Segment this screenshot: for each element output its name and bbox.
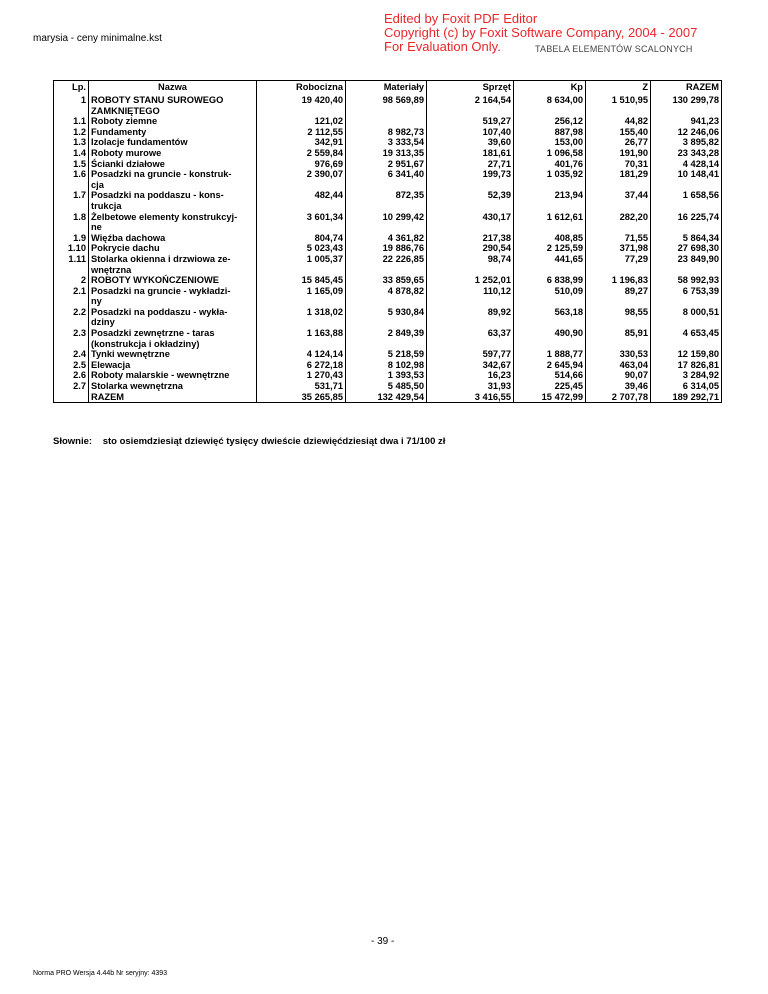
row-name: [89, 169, 257, 190]
row-lp: 1.5: [54, 159, 89, 170]
row-robocizna: 1 270,43: [257, 370, 346, 381]
document-title: TABELA ELEMENTÓW SCALONYCH: [535, 44, 693, 54]
row-name: [89, 286, 257, 307]
row-materialy: 8 982,73: [346, 127, 427, 138]
row-z: 77,29: [586, 254, 651, 275]
row-name-line: ROBOTY WYKOŃCZENIOWE: [91, 275, 219, 286]
col-header-sprzet: Sprzęt: [427, 81, 514, 96]
amount-in-words-text: sto osiemdziesiąt dziewięć tysięcy dwieście dziewięćdziesiąt dwa i 71/100 zł: [102, 436, 446, 447]
watermark-line-3: For Evaluation Only.: [384, 39, 501, 54]
row-name-line: Posadzki na poddaszu - wykła-: [91, 306, 228, 317]
row-z: 463,04: [586, 360, 651, 371]
row-robocizna: 19 420,40: [257, 95, 346, 116]
row-lp: 1.10: [54, 243, 89, 254]
row-name-line: Stolarka okienna i drzwiowa ze-: [91, 253, 231, 264]
row-name: [89, 190, 257, 211]
row-materialy: 5 930,84: [346, 307, 427, 328]
row-z: 282,20: [586, 212, 651, 233]
row-materialy: 6 341,40: [346, 169, 427, 190]
table-row: [54, 243, 722, 254]
row-z: 371,98: [586, 243, 651, 254]
row-lp: 2: [54, 275, 89, 286]
table-row: [54, 286, 722, 307]
row-name: [89, 392, 257, 403]
row-name-line: Fundamenty: [91, 126, 147, 137]
row-materialy: [346, 116, 427, 127]
row-razem: 6 753,39: [682, 285, 719, 296]
row-sprzet: 199,73: [427, 169, 514, 190]
row-kp: 510,09: [514, 286, 586, 307]
row-name: [89, 212, 257, 233]
row-lp: 1.9: [54, 233, 89, 244]
row-robocizna: 15 845,45: [257, 275, 346, 286]
row-razem: 1 658,56: [682, 190, 719, 201]
row-kp: 225,45: [514, 381, 586, 392]
table-row: [54, 190, 722, 211]
amount-in-words-label: Słownie:: [53, 436, 93, 447]
row-robocizna: 1 163,88: [257, 328, 346, 349]
row-name-line: Izolacje fundamentów: [91, 137, 188, 148]
table-row: [54, 95, 722, 116]
row-z: 155,40: [586, 127, 651, 138]
table-row: [54, 148, 722, 159]
row-materialy: 19 313,35: [346, 148, 427, 159]
row-name-line: Więźba dachowa: [91, 232, 166, 243]
row-kp: 408,85: [514, 233, 586, 244]
row-lp: 2.5: [54, 360, 89, 371]
row-name-line: cja: [91, 179, 104, 190]
document-filename: marysia - ceny minimalne.kst: [33, 33, 162, 44]
row-name-line: ZAMKNIĘTEGO: [91, 105, 160, 116]
row-sprzet: 2 164,54: [427, 95, 514, 116]
row-robocizna: 2 112,55: [257, 127, 346, 138]
row-razem: 27 698,30: [677, 243, 719, 254]
row-materialy: 132 429,54: [346, 392, 427, 403]
row-name-line: Posadzki zewnętrzne - taras: [91, 328, 215, 339]
row-z: 89,27: [586, 286, 651, 307]
row-robocizna: 482,44: [257, 190, 346, 211]
row-name: [89, 349, 257, 360]
watermark-line-2: Copyright (c) by Foxit Software Company, 2004 - 2007: [384, 25, 698, 40]
row-z: 181,29: [586, 169, 651, 190]
row-name: [89, 307, 257, 328]
row-kp: 563,18: [514, 307, 586, 328]
row-materialy: 10 299,42: [346, 212, 427, 233]
table-row: [54, 137, 722, 148]
table-body: [54, 95, 722, 403]
row-razem: 8 000,51: [682, 306, 719, 317]
row-name-line: Roboty murowe: [91, 147, 162, 158]
row-name: [89, 328, 257, 349]
row-sprzet: 52,39: [427, 190, 514, 211]
row-razem: 130 299,78: [672, 95, 719, 105]
row-z: 90,07: [586, 370, 651, 381]
row-razem: 12 246,06: [677, 126, 719, 137]
row-materialy: 1 393,53: [346, 370, 427, 381]
row-lp: 2.1: [54, 286, 89, 307]
row-name: [89, 233, 257, 244]
row-robocizna: 342,91: [257, 137, 346, 148]
row-kp: 401,76: [514, 159, 586, 170]
row-razem: 3 284,92: [682, 370, 719, 381]
col-header-robocizna: Robocizna: [257, 81, 346, 96]
row-lp: 2.2: [54, 307, 89, 328]
row-name-line: dziny: [91, 317, 115, 328]
row-name-line: Ścianki działowe: [91, 158, 165, 169]
row-name-line: (konstrukcja i okładziny): [91, 338, 200, 349]
row-name-line: Stolarka wewnętrzna: [91, 381, 183, 392]
watermark-line-1: Edited by Foxit PDF Editor: [384, 11, 538, 26]
row-lp: 1.1: [54, 116, 89, 127]
row-kp: 1 888,77: [514, 349, 586, 360]
table-row: [54, 328, 722, 349]
row-name-line: Tynki wewnętrzne: [91, 349, 170, 360]
row-name-line: trukcja: [91, 200, 122, 211]
col-header-materialy: Materiały: [346, 81, 427, 96]
row-name: [89, 95, 257, 116]
row-lp: 2.7: [54, 381, 89, 392]
row-z: 85,91: [586, 328, 651, 349]
row-materialy: 22 226,85: [346, 254, 427, 275]
col-header-kp: Kp: [514, 81, 586, 96]
row-z: 1 510,95: [586, 95, 651, 116]
row-razem: 23 849,90: [677, 253, 719, 264]
row-lp: 1.7: [54, 190, 89, 211]
row-razem: 3 895,82: [682, 137, 719, 148]
row-sprzet: 181,61: [427, 148, 514, 159]
row-materialy: 5 218,59: [346, 349, 427, 360]
row-z: 37,44: [586, 190, 651, 211]
row-sprzet: 16,23: [427, 370, 514, 381]
row-z: 39,46: [586, 381, 651, 392]
row-name: [89, 243, 257, 254]
row-razem: 5 864,34: [682, 232, 719, 243]
row-materialy: 872,35: [346, 190, 427, 211]
row-z: 98,55: [586, 307, 651, 328]
row-kp: 1 096,58: [514, 148, 586, 159]
row-lp: 2.6: [54, 370, 89, 381]
row-sprzet: 110,12: [427, 286, 514, 307]
row-kp: 490,90: [514, 328, 586, 349]
row-robocizna: 35 265,85: [257, 392, 346, 403]
cost-table: [53, 80, 722, 403]
foxit-watermark: [384, 12, 697, 54]
row-name: [89, 148, 257, 159]
row-name-line: Pokrycie dachu: [91, 243, 160, 254]
row-kp: 887,98: [514, 127, 586, 138]
row-kp: 153,00: [514, 137, 586, 148]
page-number: - 39 -: [371, 936, 395, 947]
row-name-line: Żelbetowe elementy konstrukcyj-: [91, 211, 238, 222]
row-robocizna: 804,74: [257, 233, 346, 244]
row-name: [89, 159, 257, 170]
row-robocizna: 531,71: [257, 381, 346, 392]
row-materialy: 33 859,65: [346, 275, 427, 286]
row-materialy: 2 849,39: [346, 328, 427, 349]
row-kp: 2 125,59: [514, 243, 586, 254]
row-lp: 1.3: [54, 137, 89, 148]
row-name-line: ROBOTY STANU SUROWEGO: [91, 95, 224, 105]
row-z: 1 196,83: [586, 275, 651, 286]
row-sprzet: 597,77: [427, 349, 514, 360]
row-sprzet: 3 416,55: [427, 392, 514, 403]
row-name: [89, 381, 257, 392]
table-row: [54, 307, 722, 328]
row-name: [89, 137, 257, 148]
row-lp: 2.3: [54, 328, 89, 349]
row-kp: 6 838,99: [514, 275, 586, 286]
row-materialy: 2 951,67: [346, 159, 427, 170]
row-sprzet: 98,74: [427, 254, 514, 275]
row-robocizna: 121,02: [257, 116, 346, 127]
row-sprzet: 430,17: [427, 212, 514, 233]
row-lp: 1: [54, 95, 89, 116]
row-lp: [54, 392, 89, 403]
row-kp: 2 645,94: [514, 360, 586, 371]
row-materialy: 98 569,89: [346, 95, 427, 116]
row-razem: 941,23: [690, 116, 719, 127]
row-materialy: 19 886,76: [346, 243, 427, 254]
row-lp: 1.2: [54, 127, 89, 138]
table-row: [54, 370, 722, 381]
table-row: [54, 233, 722, 244]
row-name-line: ne: [91, 222, 102, 233]
row-z: 70,31: [586, 159, 651, 170]
row-sprzet: 107,40: [427, 127, 514, 138]
row-robocizna: 1 005,37: [257, 254, 346, 275]
row-materialy: 3 333,54: [346, 137, 427, 148]
row-sprzet: 27,71: [427, 159, 514, 170]
row-sprzet: 63,37: [427, 328, 514, 349]
row-robocizna: 5 023,43: [257, 243, 346, 254]
row-razem: 10 148,41: [677, 169, 719, 180]
row-robocizna: 1 318,02: [257, 307, 346, 328]
table-row: [54, 169, 722, 190]
row-sprzet: 31,93: [427, 381, 514, 392]
row-z: 330,53: [586, 349, 651, 360]
row-name: [89, 360, 257, 371]
row-materialy: 4 878,82: [346, 286, 427, 307]
table-row: [54, 127, 722, 138]
row-razem: 16 225,74: [677, 211, 719, 222]
table-row: [54, 212, 722, 233]
row-name: [89, 275, 257, 286]
row-sprzet: 290,54: [427, 243, 514, 254]
row-name: [89, 116, 257, 127]
row-name-line: Elewacja: [91, 359, 131, 370]
row-robocizna: 2 390,07: [257, 169, 346, 190]
footer-software-info: Norma PRO Wersja 4.44b Nr seryjny: 4393: [33, 970, 168, 977]
row-lp: 1.6: [54, 169, 89, 190]
row-z: 2 707,78: [586, 392, 651, 403]
row-name-line: Posadzki na gruncie - konstruk-: [91, 169, 232, 180]
col-header-nazwa: Nazwa: [89, 81, 257, 96]
row-razem: 6 314,05: [682, 381, 719, 392]
table-header-row: [54, 81, 722, 96]
table-row: [54, 116, 722, 127]
row-kp: 8 634,00: [514, 95, 586, 116]
row-sprzet: 519,27: [427, 116, 514, 127]
row-name-line: wnętrzna: [91, 264, 132, 275]
row-name-line: Roboty malarskie - wewnętrzne: [91, 370, 230, 381]
table-row: [54, 381, 722, 392]
row-robocizna: 6 272,18: [257, 360, 346, 371]
row-sprzet: 342,67: [427, 360, 514, 371]
row-name-line: RAZEM: [91, 391, 125, 402]
row-name-line: Roboty ziemne: [91, 116, 158, 127]
row-z: 191,90: [586, 148, 651, 159]
row-kp: 1 612,61: [514, 212, 586, 233]
row-z: 26,77: [586, 137, 651, 148]
row-sprzet: 1 252,01: [427, 275, 514, 286]
row-z: 44,82: [586, 116, 651, 127]
row-kp: 15 472,99: [514, 392, 586, 403]
row-razem: 17 826,81: [677, 359, 719, 370]
table-row: [54, 392, 722, 403]
row-name: [89, 127, 257, 138]
row-z: 71,55: [586, 233, 651, 244]
row-sprzet: 39,60: [427, 137, 514, 148]
col-header-z: Z: [586, 81, 651, 96]
row-razem: 189 292,71: [672, 391, 719, 402]
row-razem: 58 992,93: [677, 275, 719, 286]
row-materialy: 4 361,82: [346, 233, 427, 244]
row-kp: 514,66: [514, 370, 586, 381]
row-materialy: 8 102,98: [346, 360, 427, 371]
table-row: [54, 159, 722, 170]
row-materialy: 5 485,50: [346, 381, 427, 392]
table-row: [54, 254, 722, 275]
row-razem: 12 159,80: [677, 349, 719, 360]
col-header-lp: Lp.: [54, 81, 89, 96]
row-razem: 4 428,14: [682, 158, 719, 169]
table-row: [54, 349, 722, 360]
row-robocizna: 4 124,14: [257, 349, 346, 360]
table-row: [54, 275, 722, 286]
row-robocizna: 1 165,09: [257, 286, 346, 307]
col-header-razem: RAZEM: [685, 82, 719, 92]
row-name-line: Posadzki na poddaszu - kons-: [91, 190, 224, 201]
row-lp: 2.4: [54, 349, 89, 360]
row-razem: 23 343,28: [677, 147, 719, 158]
row-robocizna: 976,69: [257, 159, 346, 170]
row-lp: 1.11: [54, 254, 89, 275]
row-name-line: Posadzki na gruncie - wykładzi-: [91, 285, 231, 296]
row-sprzet: 217,38: [427, 233, 514, 244]
row-sprzet: 89,92: [427, 307, 514, 328]
row-kp: 441,65: [514, 254, 586, 275]
row-robocizna: 2 559,84: [257, 148, 346, 159]
table-row: [54, 360, 722, 371]
row-kp: 1 035,92: [514, 169, 586, 190]
row-name: [89, 370, 257, 381]
row-kp: 213,94: [514, 190, 586, 211]
row-robocizna: 3 601,34: [257, 212, 346, 233]
row-razem: 4 653,45: [682, 328, 719, 339]
row-lp: 1.4: [54, 148, 89, 159]
row-lp: 1.8: [54, 212, 89, 233]
row-name-line: ny: [91, 296, 102, 307]
row-name: [89, 254, 257, 275]
row-kp: 256,12: [514, 116, 586, 127]
amount-in-words: [53, 436, 445, 447]
